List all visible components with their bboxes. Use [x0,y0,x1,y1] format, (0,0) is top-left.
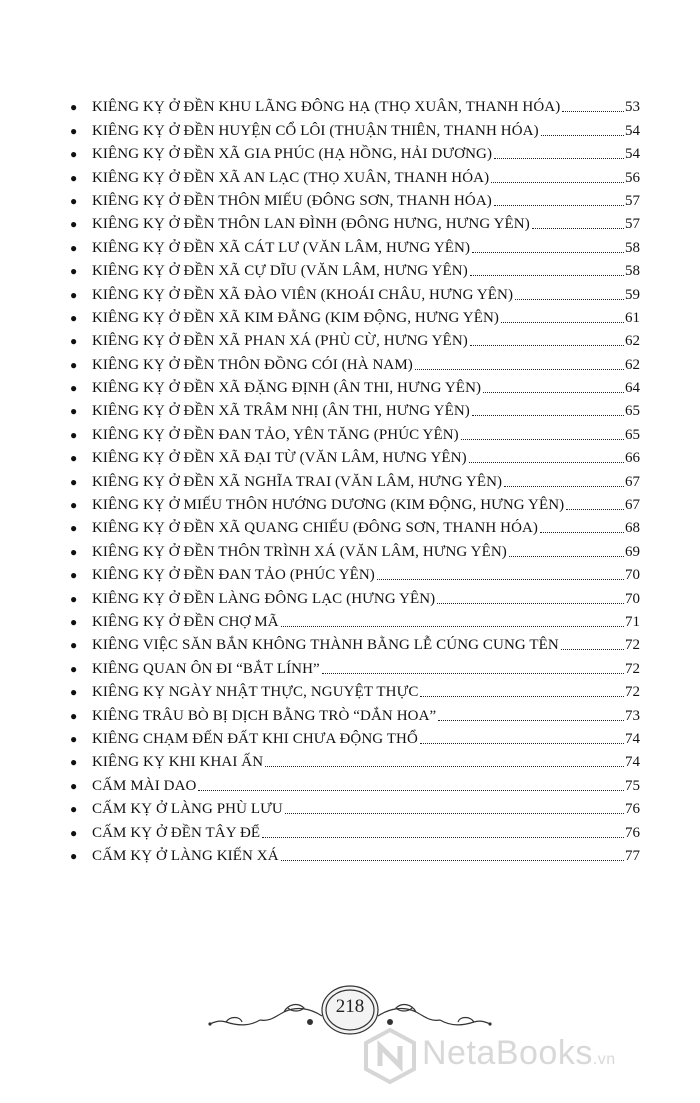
bullet-icon: ● [70,544,78,559]
toc-entry-title: KIÊNG KỴ Ở ĐỀN THÔN LAN ĐÌNH (ĐÔNG HƯNG, HƯNG YÊN) [92,216,530,233]
toc-entry [70,397,640,420]
toc-entry [70,561,640,584]
dot-leader [420,696,624,697]
dot-leader [377,579,624,580]
dot-leader [420,743,624,744]
dot-leader [281,626,624,627]
toc-entry [70,93,640,116]
bullet-icon: ● [70,638,78,653]
toc-entry [70,280,640,303]
toc-entry-page: 72 [625,660,640,677]
toc-entry [70,608,640,631]
bullet-icon: ● [70,217,78,232]
watermark [360,1022,700,1092]
toc-entry-title: KIÊNG KỴ Ở ĐỀN XÃ KIM ĐẰNG (KIM ĐỘNG, HƯNG YÊN) [92,309,499,326]
toc-entry-title: KIÊNG KỴ Ở ĐỀN LÀNG ĐÔNG LẠC (HƯNG YÊN) [92,590,436,607]
dot-leader [483,392,624,393]
toc-entry-page: 72 [625,684,640,701]
bullet-icon: ● [70,614,78,629]
toc-entry [70,420,640,443]
bullet-icon: ● [70,404,78,419]
toc-entry [70,140,640,163]
bullet-icon: ● [70,802,78,817]
bullet-icon: ● [70,123,78,138]
dot-leader [494,205,624,206]
toc-entry [70,725,640,748]
toc-entry [70,187,640,210]
toc-entry [70,116,640,139]
toc-entry-page: 54 [625,122,640,139]
toc-entry-title: KIÊNG KỴ Ở ĐỀN ĐAN TẢO, YÊN TĂNG (PHÚC YÊN) [92,426,459,443]
toc-entry [70,631,640,654]
toc-entry [70,233,640,256]
toc-entry [70,818,640,841]
toc-entry [70,748,640,771]
toc-entry-page: 65 [625,403,640,420]
bullet-icon: ● [70,427,78,442]
toc-entry-page: 53 [625,99,640,116]
toc-entry-page: 62 [625,333,640,350]
toc-entry-title: CẤM KỴ Ở ĐỀN TÂY ĐỂ [92,824,261,841]
dot-leader [562,111,624,112]
toc-entry-page: 58 [625,239,640,256]
dot-leader [566,509,624,510]
dot-leader [509,556,624,557]
toc-entry [70,350,640,373]
dot-leader [470,275,624,276]
toc-entry-title: KIÊNG CHẠM ĐẾN ĐẤT KHI CHƯA ĐỘNG THỔ [92,730,418,747]
page-number: 218 [335,996,365,1017]
dot-leader [515,299,624,300]
bullet-icon: ● [70,591,78,606]
toc-entry [70,514,640,537]
bullet-icon: ● [70,474,78,489]
toc-entry-title: CẤM KỴ Ở LÀNG KIẾN XÁ [92,847,279,864]
toc-entry-title: KIÊNG KỴ Ở ĐỀN THÔN TRÌNH XÁ (VĂN LÂM, HƯNG YÊN) [92,543,507,560]
toc-entry-page: 57 [625,216,640,233]
toc-entry-page: 58 [625,263,640,280]
bullet-icon: ● [70,685,78,700]
dot-leader [265,766,624,767]
dot-leader [470,345,624,346]
toc-entry [70,257,640,280]
toc-entry [70,467,640,490]
bullet-icon: ● [70,334,78,349]
toc-entry-title: KIÊNG KỴ Ở ĐỀN XÃ AN LẠC (THỌ XUÂN, THANH HÓA) [92,169,490,186]
bullet-icon: ● [70,708,78,723]
bullet-icon: ● [70,193,78,208]
toc-entry-page: 62 [625,356,640,373]
toc-entry-page: 57 [625,192,640,209]
toc-entry-title: KIÊNG KỴ Ở ĐỀN XÃ CÁT LƯ (VĂN LÂM, HƯNG YÊN) [92,239,471,256]
toc-entry-title: KIÊNG KỴ Ở ĐỀN XÃ TRÂM NHỊ (ÂN THI, HƯNG YÊN) [92,403,470,420]
bullet-icon: ● [70,825,78,840]
toc-entry-page: 74 [625,730,640,747]
toc-entry-page: 74 [625,754,640,771]
dot-leader [491,182,624,183]
netabooks-logo-icon [362,1028,418,1084]
toc-entry-page: 71 [625,613,640,630]
toc-entry-page: 76 [625,801,640,818]
toc-entry-title: KIÊNG KỴ Ở ĐỀN XÃ CỰ DĨU (VĂN LÂM, HƯNG YÊN) [92,263,468,280]
toc-entry [70,584,640,607]
toc-entry-title: KIÊNG KỴ Ở ĐỀN XÃ QUANG CHIẾU (ĐÔNG SƠN, THANH HÓA) [92,520,539,537]
toc-entry-title: KIÊNG KỴ Ở ĐỀN XÃ ĐẶNG ĐỊNH (ÂN THI, HƯNG YÊN) [92,380,482,397]
toc-entry [70,795,640,818]
table-of-contents [70,93,640,865]
toc-entry-page: 67 [625,473,640,490]
toc-entry-page: 68 [625,520,640,537]
toc-entry-title: KIÊNG KỴ Ở ĐỀN THÔN MIẾU (ĐÔNG SƠN, THANH HÓA) [92,192,492,209]
toc-entry-page: 75 [625,777,640,794]
bullet-icon: ● [70,100,78,115]
toc-entry-page: 72 [625,637,640,654]
toc-entry [70,163,640,186]
toc-entry-page: 65 [625,426,640,443]
bullet-icon: ● [70,451,78,466]
dot-leader [469,462,624,463]
toc-entry-page: 76 [625,824,640,841]
dot-leader [494,158,624,159]
toc-entry-title: KIÊNG KỴ NGÀY NHẬT THỰC, NGUYỆT THỰC [92,684,419,701]
bullet-icon: ● [70,357,78,372]
toc-entry-page: 70 [625,590,640,607]
toc-entry-title: CẤM MÀI DAO [92,777,197,794]
toc-entry-title: KIÊNG KỴ Ở MIẾU THÔN HƯỚNG DƯƠNG (KIM ĐỘNG, HƯNG YÊN) [92,497,565,514]
toc-entry [70,678,640,701]
dot-leader [262,837,624,838]
dot-leader [504,486,624,487]
bullet-icon: ● [70,778,78,793]
toc-entry-page: 70 [625,567,640,584]
toc-entry [70,537,640,560]
toc-entry-page: 56 [625,169,640,186]
bullet-icon: ● [70,498,78,513]
toc-entry-page: 77 [625,847,640,864]
toc-entry-title: KIÊNG KỴ KHI KHAI ẤN [92,754,264,771]
toc-entry-title: KIÊNG KỴ Ở ĐỀN XÃ NGHĨA TRAI (VĂN LÂM, HƯNG YÊN) [92,473,503,490]
toc-entry-title: KIÊNG KỴ Ở ĐỀN CHỢ MÃ [92,613,279,630]
toc-entry [70,304,640,327]
toc-entry-title: KIÊNG KỴ Ở ĐỀN ĐAN TẢO (PHÚC YÊN) [92,567,375,584]
bullet-icon: ● [70,848,78,863]
toc-entry-title: KIÊNG TRÂU BÒ BỊ DỊCH BẰNG TRÒ “DẮN HOA” [92,707,437,724]
bullet-icon: ● [70,731,78,746]
toc-entry-title: KIÊNG KỴ Ở ĐỀN XÃ GIA PHÚC (HẠ HỒNG, HẢI DƯƠNG) [92,146,493,163]
dot-leader [461,439,624,440]
toc-entry [70,701,640,724]
toc-entry-page: 69 [625,543,640,560]
toc-entry-title: KIÊNG KỴ Ở ĐỀN XÃ ĐÀO VIÊN (KHOÁI CHÂU, HƯNG YÊN) [92,286,514,303]
dot-leader [281,860,624,861]
toc-entry [70,654,640,677]
dot-leader [541,135,624,136]
toc-entry-title: KIÊNG QUAN ÔN ĐI “BẮT LÍNH” [92,660,320,677]
toc-entry-title: KIÊNG KỴ Ở ĐỀN KHU LÃNG ĐÔNG HẠ (THỌ XUÂN, THANH HÓA) [92,99,561,116]
toc-entry-page: 61 [625,309,640,326]
dot-leader [437,603,624,604]
toc-entry [70,491,640,514]
bullet-icon: ● [70,287,78,302]
toc-entry [70,842,640,865]
toc-entry [70,327,640,350]
toc-entry [70,374,640,397]
dot-leader [472,252,624,253]
toc-entry-title: CẤM KỴ Ở LÀNG PHÙ LƯU [92,801,283,818]
watermark-text [422,1034,616,1073]
bullet-icon: ● [70,521,78,536]
dot-leader [540,532,624,533]
toc-entry [70,771,640,794]
bullet-icon: ● [70,147,78,162]
toc-entry-title: KIÊNG KỴ Ở ĐỀN XÃ ĐẠI TỪ (VĂN LÂM, HƯNG YÊN) [92,450,467,467]
dot-leader [285,813,624,814]
dot-leader [415,369,624,370]
watermark-brand: NetaBooks [422,1034,593,1072]
bullet-icon: ● [70,264,78,279]
dot-leader [322,673,624,674]
toc-entry-title: KIÊNG KỴ Ở ĐỀN XÃ PHAN XÁ (PHÙ CỪ, HƯNG YÊN) [92,333,468,350]
bullet-icon: ● [70,755,78,770]
dot-leader [532,228,624,229]
dot-leader [501,322,624,323]
dot-leader [472,415,624,416]
bullet-icon: ● [70,170,78,185]
bullet-icon: ● [70,381,78,396]
toc-entry-page: 73 [625,707,640,724]
toc-entry-page: 67 [625,497,640,514]
toc-entry [70,210,640,233]
toc-entry-title: KIÊNG KỴ Ở ĐỀN HUYỆN CỔ LÔI (THUẬN THIÊN, THANH HÓA) [92,122,539,139]
watermark-suffix: .vn [592,1051,616,1068]
toc-entry-page: 54 [625,146,640,163]
bullet-icon: ● [70,661,78,676]
toc-entry-title: KIÊNG KỴ Ở ĐỀN THÔN ĐỒNG CÓI (HÀ NAM) [92,356,413,373]
bullet-icon: ● [70,240,78,255]
dot-leader [198,790,624,791]
bullet-icon: ● [70,310,78,325]
toc-entry-page: 64 [625,380,640,397]
toc-entry-page: 59 [625,286,640,303]
toc-entry-page: 66 [625,450,640,467]
toc-entry [70,444,640,467]
toc-entry-title: KIÊNG VIỆC SĂN BẮN KHÔNG THÀNH BẰNG LỄ CÚNG CUNG TÊN [92,637,559,654]
dot-leader [561,649,624,650]
bullet-icon: ● [70,568,78,583]
dot-leader [438,720,624,721]
